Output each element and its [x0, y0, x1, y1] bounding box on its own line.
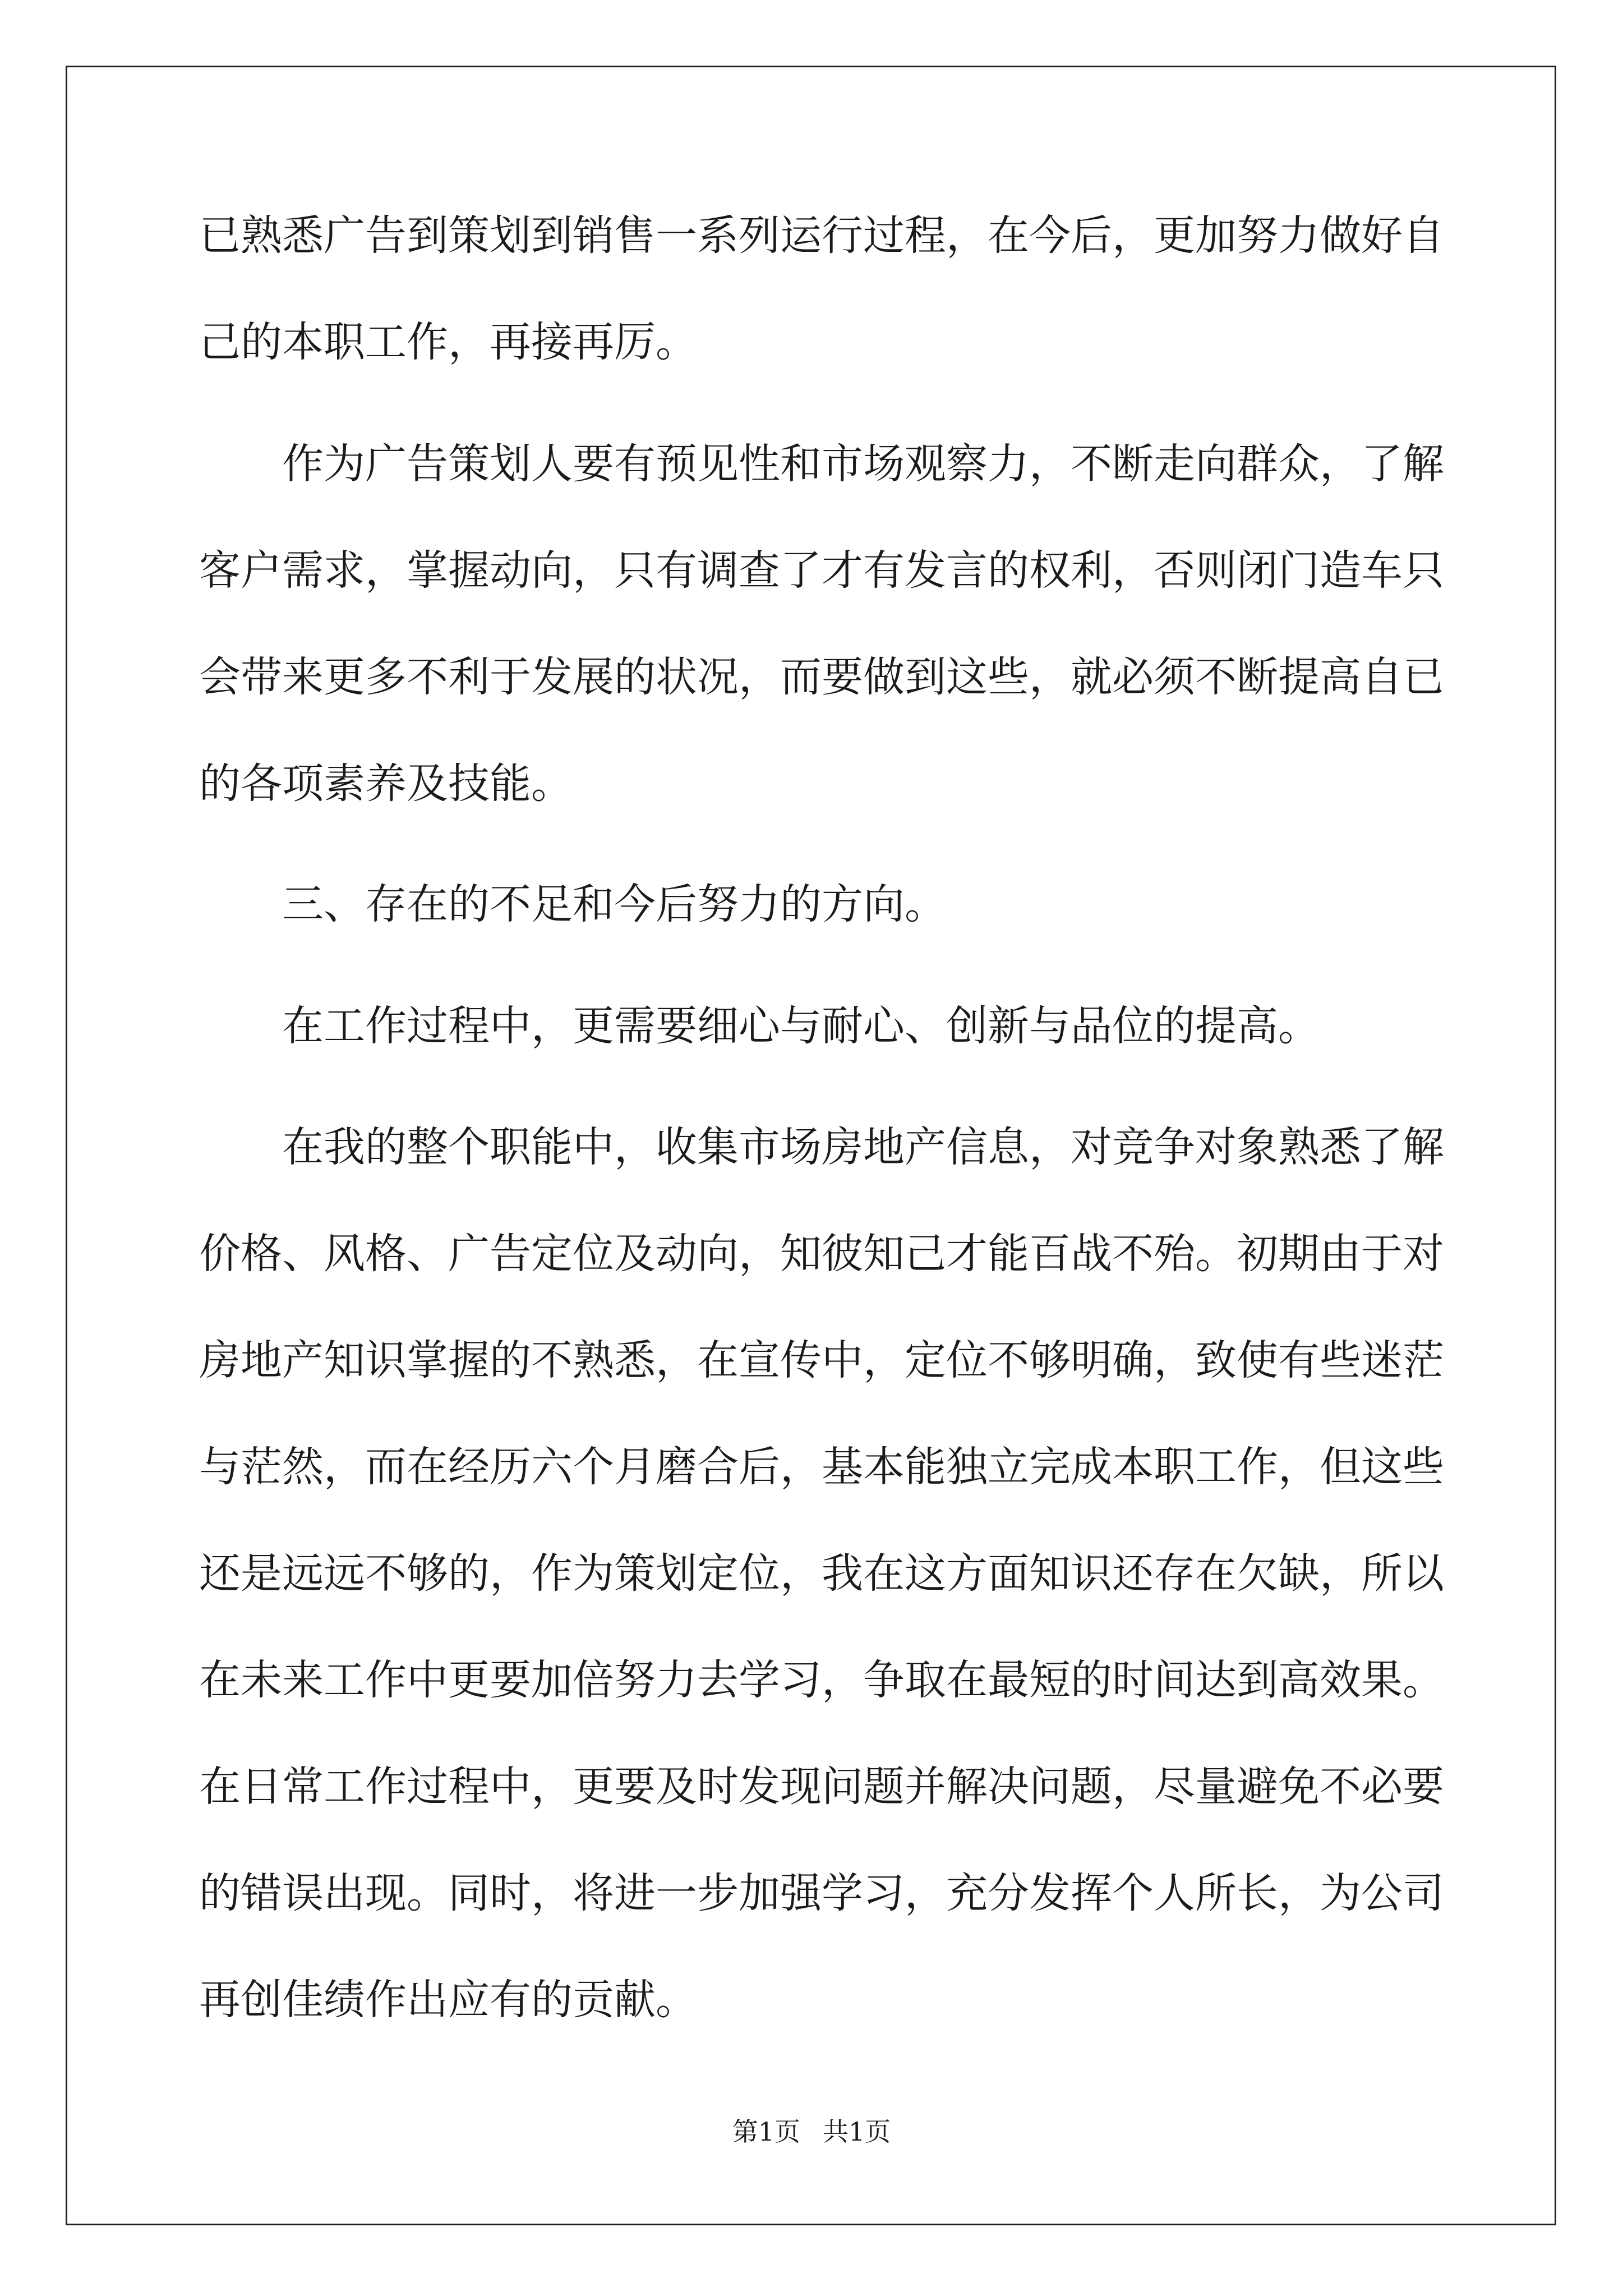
text-line: 会带来更多不利于发展的状况，而要做到这些，就必须不断提高自已 — [199, 653, 1444, 701]
text-line: 在日常工作过程中，更要及时发现问题并解决问题，尽量避免不必要 — [199, 1763, 1444, 1811]
text-line: 客户需求，掌握动向，只有调查了才有发言的权利，否则闭门造车只 — [199, 546, 1444, 595]
text-line: 己的本职工作，再接再厉。 — [199, 318, 697, 366]
page-number: 第1页 — [732, 2116, 800, 2147]
text-line: 价格、风格、广告定位及动向，知彼知己才能百战不殆。初期由于对 — [199, 1230, 1444, 1278]
text-line: 的错误出现。同时，将进一步加强学习，充分发挥个人所长，为公司 — [199, 1869, 1444, 1917]
page-total: 共1页 — [823, 2116, 891, 2147]
text-line: 作为广告策划人要有预见性和市场观察力，不断走向群众，了解 — [282, 440, 1444, 488]
page-footer — [0, 2115, 1623, 2148]
text-line: 房地产知识掌握的不熟悉，在宣传中，定位不够明确，致使有些迷茫 — [199, 1336, 1444, 1384]
text-line: 与茫然，而在经历六个月磨合后，基本能独立完成本职工作，但这些 — [199, 1443, 1444, 1491]
text-line: 的各项素养及技能。 — [199, 760, 573, 808]
text-line: 在我的整个职能中，收集市场房地产信息，对竞争对象熟悉了解 — [282, 1123, 1444, 1171]
text-line: 再创佳绩作出应有的贡献。 — [199, 1976, 697, 2024]
text-line: 已熟悉广告到策划到销售一系列运行过程，在今后，更加努力做好自 — [199, 211, 1444, 260]
text-line: 还是远远不够的，作为策划定位，我在这方面知识还存在欠缺，所以 — [199, 1549, 1444, 1598]
text-line: 在未来工作中更要加倍努力去学习，争取在最短的时间达到高效果。 — [199, 1656, 1444, 1704]
text-line: 在工作过程中，更需要细心与耐心、创新与品位的提高。 — [282, 1002, 1320, 1050]
section-heading: 三、存在的不足和今后努力的方向。 — [282, 880, 946, 928]
